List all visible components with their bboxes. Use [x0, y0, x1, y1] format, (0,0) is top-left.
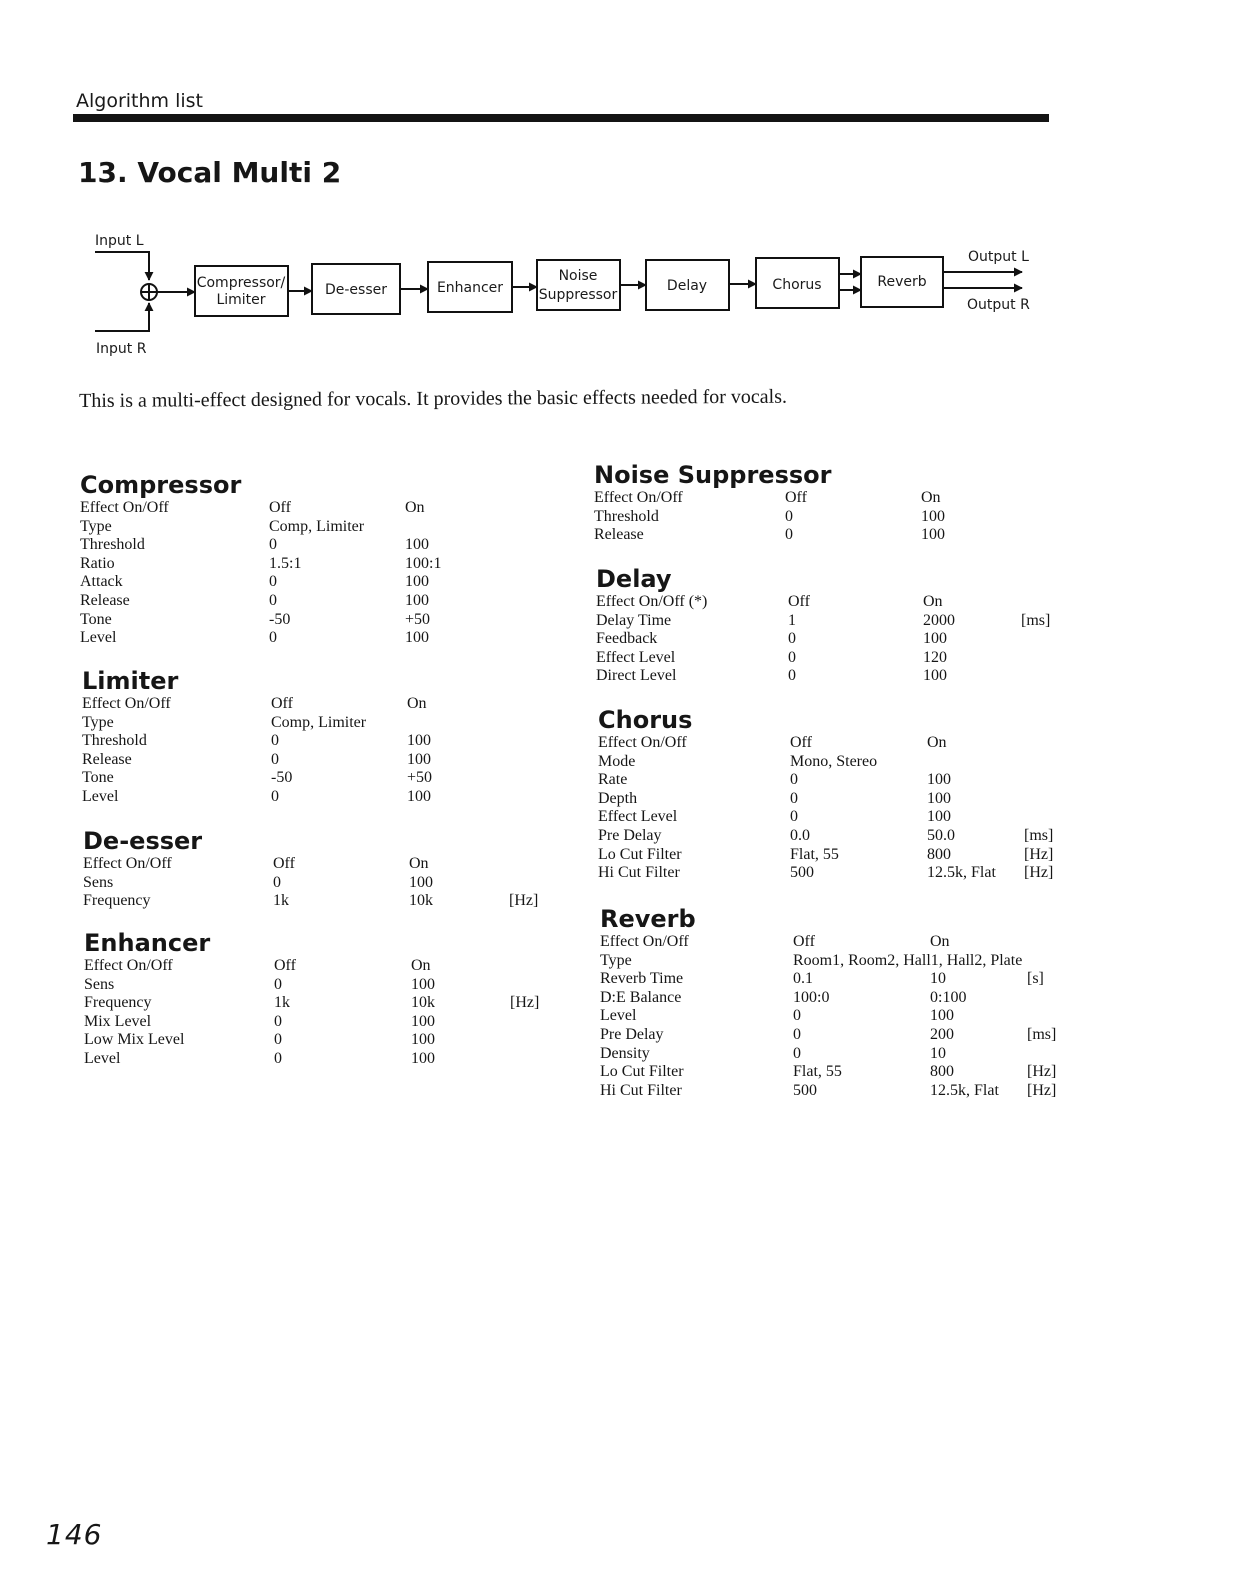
param-max-value: 100: [923, 630, 947, 648]
block-reverb-label: Reverb: [877, 274, 927, 290]
block-limiter-label: Limiter: [216, 292, 266, 308]
param-name: Threshold: [80, 536, 145, 554]
param-row: [82, 787, 431, 807]
param-row: [82, 769, 433, 788]
param-min-value: 1k: [274, 994, 290, 1012]
param-unit: [ms]: [1021, 611, 1051, 629]
param-max-value: 100: [927, 808, 951, 826]
param-name: Effect On/Off: [82, 695, 171, 712]
block-enhancer-label: Enhancer: [436, 280, 504, 296]
block-delay-label: Delay: [666, 278, 708, 294]
section-enhancer: [84, 929, 540, 1069]
input-right-line: [95, 303, 149, 331]
section-heading: Reverb: [600, 905, 696, 933]
param-min-value: Off: [785, 489, 807, 506]
param-min-value: 0: [793, 1007, 801, 1025]
param-row: [84, 957, 431, 976]
param-max-value: On: [409, 855, 429, 872]
section-heading: Noise Suppressor: [594, 461, 832, 489]
header-section-label: Algorithm list: [76, 90, 203, 112]
param-name: D:E Balance: [600, 988, 682, 1006]
param-row: [82, 695, 427, 714]
param-row: [82, 713, 367, 733]
param-max-value: 100: [405, 573, 429, 591]
param-unit: [Hz]: [510, 994, 540, 1012]
param-max-value: On: [923, 593, 943, 610]
param-row: [83, 855, 429, 874]
param-min-value: 0: [785, 507, 793, 525]
param-max-value: 12.5k, Flat: [927, 864, 996, 882]
param-row: [80, 536, 429, 555]
param-name: Reverb Time: [600, 970, 684, 988]
param-min-value: 1: [788, 611, 796, 629]
param-min-value: 0: [269, 573, 277, 591]
section-compressor: [80, 471, 442, 648]
intro-text: This is a multi-effect designed for vocals. It provides the basic effects needed for vocals.: [79, 385, 788, 412]
param-name: Frequency: [84, 994, 152, 1012]
param-name: Effect On/Off: [80, 499, 169, 516]
param-max-value: 10: [930, 1044, 946, 1062]
param-max-value: 100: [405, 629, 429, 647]
param-unit: [Hz]: [1027, 1063, 1057, 1081]
param-name: Effect On/Off: [598, 734, 687, 751]
param-max-value: 2000: [923, 611, 955, 629]
param-max-value: 100: [927, 771, 951, 789]
param-name: Level: [600, 1007, 637, 1025]
param-max-value: 800: [930, 1063, 954, 1081]
param-max-value: 100: [409, 873, 433, 891]
param-row: [80, 610, 431, 630]
param-row: [596, 630, 947, 649]
param-row: [80, 591, 429, 611]
block-suppressor-label: Suppressor: [538, 287, 618, 303]
param-min-value: Off: [788, 593, 810, 610]
param-row: [598, 752, 878, 772]
param-name: Delay Time: [596, 611, 672, 629]
param-row: [80, 499, 425, 518]
section-chorus: [598, 706, 1054, 883]
param-row: [600, 1044, 946, 1064]
param-max-value: +50: [405, 610, 431, 628]
param-max-value: 100: [411, 1049, 435, 1067]
block-chorus-label: Chorus: [772, 277, 822, 293]
section-limiter: [82, 667, 433, 807]
section-heading: Enhancer: [84, 929, 211, 957]
param-min-value: Flat, 55: [790, 845, 839, 863]
output-left-label: Output L: [968, 249, 1029, 265]
param-row: [600, 988, 967, 1008]
param-unit: [ms]: [1024, 826, 1054, 844]
param-unit: [Hz]: [1024, 864, 1054, 882]
param-min-value: 0: [785, 526, 793, 544]
param-min-value: 500: [790, 864, 814, 882]
input-left-line: [95, 252, 149, 280]
param-min-value: -50: [269, 610, 291, 628]
param-name: Effect Level: [598, 808, 678, 826]
param-min-value: Comp, Limiter: [271, 713, 367, 731]
mixer-sum-icon: [141, 284, 157, 300]
param-max-value: On: [930, 933, 950, 950]
section-heading: Chorus: [598, 706, 693, 734]
param-min-value: 0: [274, 975, 282, 993]
param-min-value: 0: [273, 873, 281, 891]
param-name: Level: [80, 629, 117, 647]
output-right-label: Output R: [967, 297, 1030, 313]
param-name: Pre Delay: [600, 1025, 664, 1043]
param-max-value: 800: [927, 845, 951, 863]
param-min-value: Off: [793, 933, 815, 950]
param-row: [84, 1031, 435, 1050]
param-min-value: 0: [788, 648, 796, 666]
section-noise-suppressor: [594, 461, 945, 545]
param-name: Type: [80, 517, 112, 535]
param-max-value: 100: [411, 975, 435, 993]
param-min-value: Off: [269, 499, 291, 516]
param-row: [84, 1049, 435, 1069]
param-max-value: On: [405, 499, 425, 516]
param-max-value: 50.0: [927, 826, 955, 844]
param-row: [598, 864, 1054, 883]
param-name: Sens: [83, 873, 114, 891]
param-min-value: 0: [269, 591, 277, 609]
param-max-value: 10k: [411, 994, 435, 1012]
param-name: Direct Level: [596, 667, 677, 685]
param-max-value: +50: [407, 769, 433, 787]
param-min-value: Room1, Room2, Hall1, Hall2, Plate: [793, 951, 1023, 969]
param-row: [598, 826, 1054, 846]
param-row: [598, 771, 951, 790]
param-row: [596, 648, 947, 668]
param-row: [594, 526, 945, 545]
param-max-value: 100: [927, 789, 951, 807]
param-min-value: 0: [788, 667, 796, 685]
param-min-value: 0.1: [793, 970, 813, 988]
param-name: Mix Level: [84, 1012, 152, 1030]
section-heading: De-esser: [83, 827, 203, 855]
param-min-value: 0: [271, 787, 279, 805]
param-name: Tone: [80, 610, 112, 628]
param-unit: [Hz]: [509, 892, 539, 910]
param-min-value: Off: [274, 957, 296, 974]
param-unit: [Hz]: [1024, 845, 1054, 863]
param-max-value: On: [921, 489, 941, 506]
param-min-value: 0: [274, 1049, 282, 1067]
param-min-value: Comp, Limiter: [269, 517, 365, 535]
param-min-value: 0: [271, 732, 279, 750]
param-name: Sens: [84, 975, 115, 993]
param-max-value: 100: [407, 732, 431, 750]
param-row: [598, 789, 951, 809]
param-row: [596, 611, 1051, 631]
param-min-value: 0: [269, 629, 277, 647]
param-name: Feedback: [596, 630, 658, 648]
page-title: 13. Vocal Multi 2: [78, 156, 342, 189]
param-name: Effect On/Off: [83, 855, 172, 872]
param-row: [594, 489, 941, 508]
param-max-value: 100: [411, 1012, 435, 1030]
param-name: Mode: [598, 752, 636, 770]
param-row: [598, 845, 1054, 865]
param-row: [80, 573, 429, 592]
param-name: Release: [82, 750, 132, 768]
param-row: [82, 732, 431, 751]
param-unit: [Hz]: [1027, 1081, 1057, 1099]
signal-flow-diagram: [0, 0, 1233, 380]
param-name: Type: [600, 951, 632, 969]
param-max-value: 200: [930, 1025, 954, 1043]
param-row: [83, 873, 433, 893]
param-max-value: 100: [407, 750, 431, 768]
section-heading: Limiter: [82, 667, 179, 695]
param-max-value: 100: [921, 507, 945, 525]
block-noise-label: Noise: [558, 268, 598, 284]
param-row: [594, 507, 945, 527]
param-name: Tone: [82, 769, 114, 787]
param-unit: [s]: [1027, 970, 1044, 988]
param-row: [600, 1063, 1057, 1082]
param-max-value: On: [407, 695, 427, 712]
param-row: [600, 951, 1023, 971]
param-min-value: Off: [273, 855, 295, 872]
section-heading: Delay: [596, 565, 672, 593]
param-max-value: 12.5k, Flat: [930, 1081, 999, 1099]
param-min-value: 0: [793, 1025, 801, 1043]
param-name: Density: [600, 1044, 650, 1062]
param-min-value: 0: [271, 750, 279, 768]
param-row: [598, 734, 947, 753]
param-row: [84, 975, 435, 995]
param-name: Lo Cut Filter: [600, 1063, 684, 1081]
param-min-value: -50: [271, 769, 293, 787]
param-row: [82, 750, 431, 770]
param-name: Pre Delay: [598, 826, 662, 844]
param-max-value: 120: [923, 648, 947, 666]
param-name: Type: [82, 713, 114, 731]
param-min-value: 0: [788, 630, 796, 648]
param-name: Level: [82, 787, 119, 805]
page-number: 146: [46, 1518, 103, 1551]
param-row: [83, 892, 539, 911]
param-name: Level: [84, 1049, 121, 1067]
section-delay: [596, 565, 1051, 686]
section-de-esser: [83, 827, 539, 911]
param-min-value: Flat, 55: [793, 1063, 842, 1081]
param-row: [600, 1081, 1057, 1101]
param-min-value: Off: [790, 734, 812, 751]
param-unit: [ms]: [1027, 1025, 1057, 1043]
param-min-value: 0: [790, 771, 798, 789]
param-name: Effect On/Off: [600, 933, 689, 950]
param-name: Release: [594, 526, 644, 544]
param-max-value: 10k: [409, 892, 433, 910]
section-reverb: [600, 905, 1057, 1100]
param-min-value: Mono, Stereo: [790, 752, 878, 770]
param-min-value: 0: [274, 1031, 282, 1049]
param-min-value: 100:0: [793, 988, 830, 1006]
param-min-value: 0: [790, 789, 798, 807]
param-min-value: 0: [793, 1044, 801, 1062]
param-name: Threshold: [594, 507, 659, 525]
param-row: [600, 970, 1044, 989]
param-name: Release: [80, 591, 130, 609]
section-heading: Compressor: [80, 471, 242, 499]
param-min-value: 0: [790, 808, 798, 826]
param-max-value: 100: [407, 787, 431, 805]
param-min-value: 1k: [273, 892, 289, 910]
param-max-value: 100:1: [405, 554, 442, 572]
param-min-value: 500: [793, 1081, 817, 1099]
param-name: Lo Cut Filter: [598, 845, 682, 863]
param-max-value: 0:100: [930, 988, 967, 1006]
param-row: [600, 1007, 954, 1026]
param-min-value: 0: [274, 1012, 282, 1030]
param-min-value: 0.0: [790, 826, 810, 844]
param-name: Depth: [598, 789, 638, 807]
param-name: Threshold: [82, 732, 147, 750]
param-row: [80, 629, 429, 648]
block-compressor-label: Compressor/: [196, 275, 286, 291]
param-max-value: 100: [411, 1031, 435, 1049]
param-name: Effect Level: [596, 648, 676, 666]
param-name: Effect On/Off: [594, 489, 683, 506]
param-min-value: 1.5:1: [269, 554, 302, 572]
block-de-esser-label: De-esser: [324, 282, 388, 298]
param-name: Ratio: [80, 554, 115, 572]
param-row: [80, 517, 365, 537]
param-max-value: On: [927, 734, 947, 751]
param-name: Low Mix Level: [84, 1031, 185, 1049]
param-max-value: 100: [405, 591, 429, 609]
input-right-label: Input R: [96, 341, 147, 357]
param-max-value: 100: [405, 536, 429, 554]
param-max-value: 10: [930, 970, 946, 988]
param-row: [600, 933, 950, 952]
param-min-value: 0: [269, 536, 277, 554]
param-max-value: On: [411, 957, 431, 974]
param-row: [84, 1012, 435, 1032]
param-name: Rate: [598, 771, 628, 789]
param-name: Effect On/Off (*): [596, 593, 708, 610]
param-row: [598, 808, 951, 827]
param-min-value: Off: [271, 695, 293, 712]
param-max-value: 100: [930, 1007, 954, 1025]
param-name: Hi Cut Filter: [600, 1081, 682, 1099]
param-max-value: 100: [923, 667, 947, 685]
param-row: [596, 667, 947, 686]
param-name: Hi Cut Filter: [598, 864, 680, 882]
param-name: Effect On/Off: [84, 957, 173, 974]
param-row: [80, 554, 442, 574]
param-row: [600, 1025, 1057, 1045]
param-max-value: 100: [921, 526, 945, 544]
param-row: [84, 994, 540, 1013]
param-name: Frequency: [83, 892, 151, 910]
param-name: Attack: [80, 573, 123, 591]
input-left-label: Input L: [95, 233, 144, 249]
param-row: [596, 593, 943, 612]
block-compressor-limiter: [195, 266, 288, 316]
